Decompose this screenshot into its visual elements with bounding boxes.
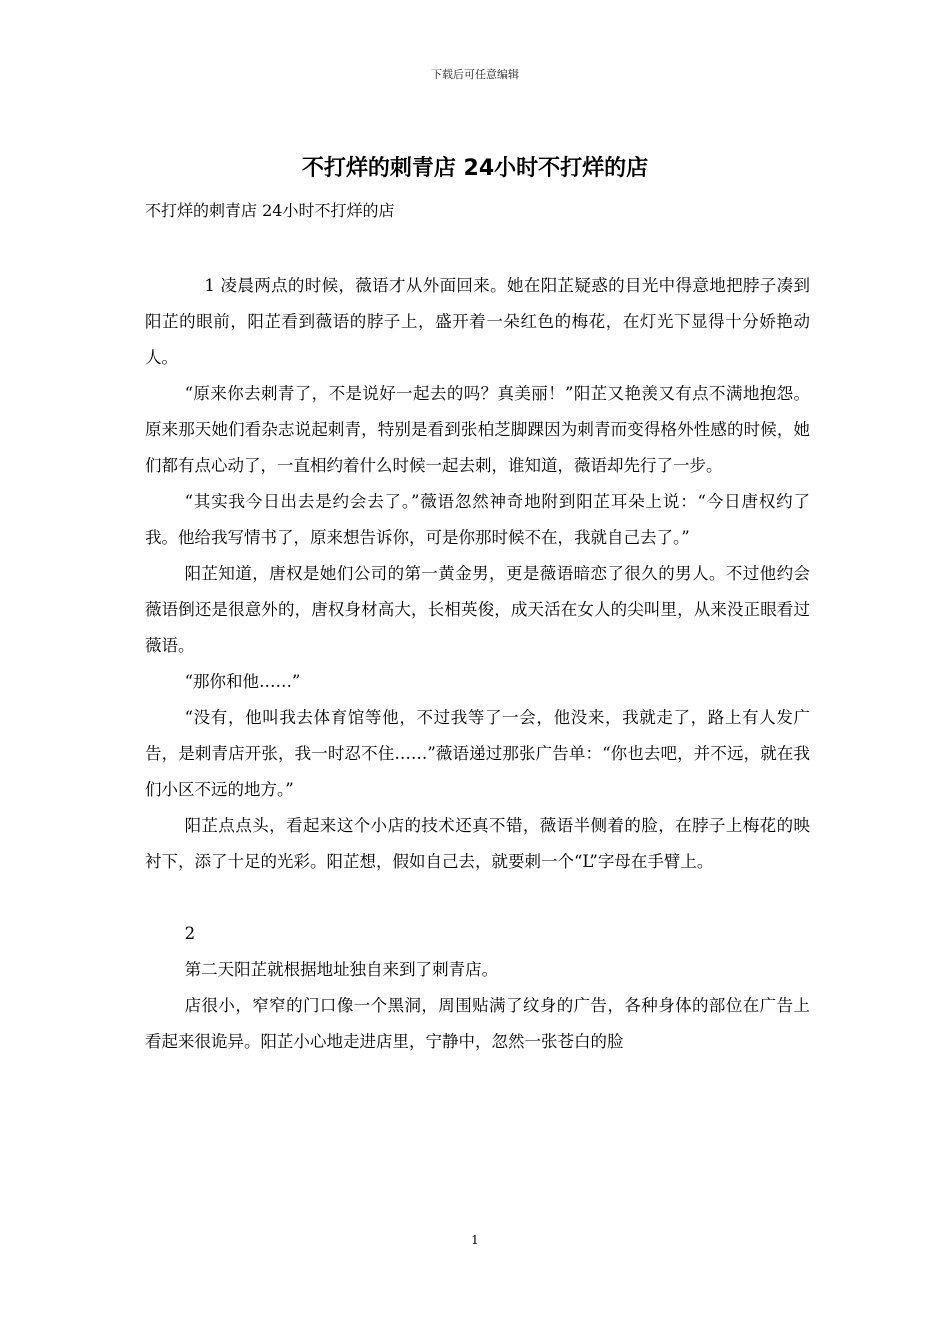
paragraph: “原来你去刺青了，不是说好一起去的吗？真美丽！”阳芷又艳羡又有点不满地抱怨。原来那天她们看杂志说起刺青，特别是看到张柏芝脚踝因为刺青而变得格外性感的时候，她们都有点心动了，一直相约着什么时候一起去刺，谁知道，薇语却先行了一步。	[145, 384, 810, 475]
paragraph: 阳芷点点头，看起来这个小店的技术还真不错，薇语半侧着的脸，在脖子上梅花的映衬下，添了十足的光彩。阳芷想，假如自己去，就要刺一个“L”字母在手臂上。	[145, 816, 810, 871]
page-header: 下载后可任意编辑	[431, 68, 519, 81]
paragraph: “其实我今日出去是约会去了。”薇语忽然神奇地附到阳芷耳朵上说：“今日唐权约了我。他给我写情书了，原来想告诉你，可是你那时候不在，我就自己去了。”	[145, 492, 810, 547]
paragraph: 第二天阳芷就根据地址独自来到了刺青店。	[184, 960, 499, 979]
paragraph: “那你和他……”	[184, 672, 301, 691]
paragraph: 店很小，窄窄的门口像一个黑洞，周围贴满了纹身的广告，各种身体的部位在广告上看起来很诡异。阳芷小心地走进店里，宁静中，忽然一张苍白的脸	[145, 996, 810, 1051]
paragraph: “没有，他叫我去体育馆等他，不过我等了一会，他没来，我就走了，路上有人发广告，是刺青店开张，我一时忍不住……”薇语递过那张广告单：“你也去吧，并不远，就在我们小区不远的地方。”	[145, 708, 810, 799]
document-subtitle: 不打烊的刺青店 24小时不打烊的店	[145, 201, 395, 220]
paragraph: 阳芷知道，唐权是她们公司的第一黄金男，更是薇语暗恋了很久的男人。不过他约会薇语倒还是很意外的，唐权身材高大，长相英俊，成天活在女人的尖叫里，从来没正眼看过薇语。	[145, 564, 810, 655]
document-body	[145, 268, 810, 1060]
paragraph: 1 凌晨两点的时候，薇语才从外面回来。她在阳芷疑惑的目光中得意地把脖子凑到阳芷的眼前，阳芷看到薇语的脖子上，盛开着一朵红色的梅花，在灯光下显得十分娇艳动人。	[145, 276, 810, 367]
page-number: 1	[471, 1233, 479, 1247]
section-number: 2	[184, 924, 196, 943]
document-title: 不打烊的刺青店 24小时不打烊的店	[301, 156, 649, 181]
